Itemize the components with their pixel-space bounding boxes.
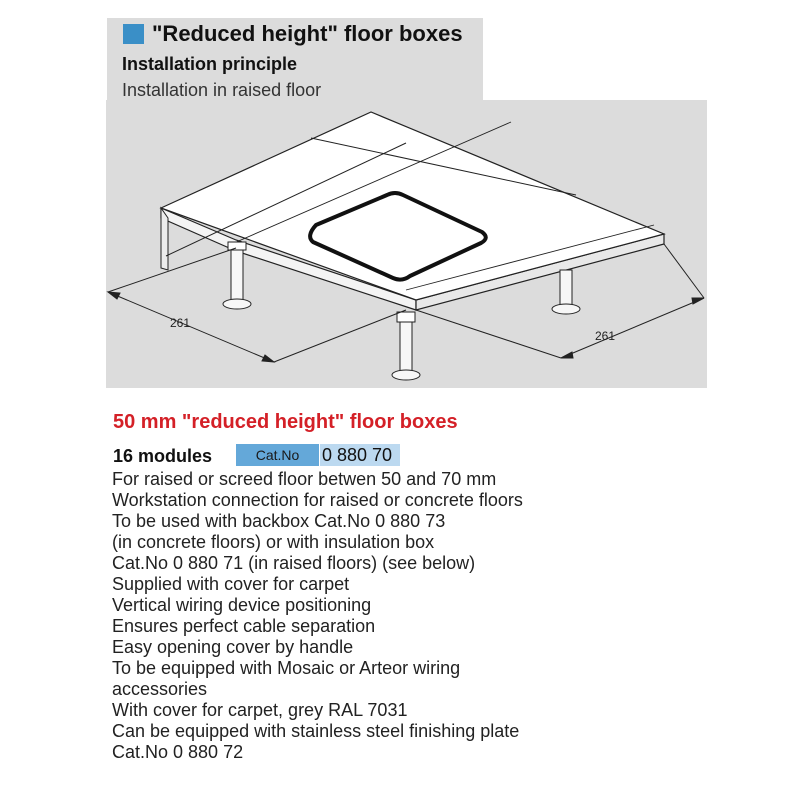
description-line: With cover for carpet, grey RAL 7031 (112, 700, 408, 720)
description-line: Supplied with cover for carpet (112, 574, 350, 594)
description-line: Cat.No 0 880 72 (112, 742, 244, 762)
description-line: Can be equipped with stainless steel finishing plate (112, 721, 520, 741)
description-line: Cat.No 0 880 71 (in raised floors) (see below) (112, 553, 476, 573)
description-line: To be equipped with Mosaic or Arteor wiring (112, 658, 461, 678)
dimension-left-label: 261 (170, 316, 191, 330)
description-line: Vertical wiring device positioning (112, 595, 372, 615)
section-title: "Reduced height" floor boxes (152, 21, 463, 46)
section-caption: Installation in raised floor (122, 80, 322, 100)
description-line: Easy opening cover by handle (112, 637, 354, 657)
blue-square-icon (123, 24, 144, 44)
pedestal-center (392, 312, 420, 380)
modules-label: 16 modules (113, 446, 213, 466)
description-line: Ensures perfect cable separation (112, 616, 376, 636)
description-line: To be used with backbox Cat.No 0 880 73 (112, 511, 446, 531)
dimension-right-label: 261 (595, 329, 616, 343)
installation-diagram (106, 100, 707, 388)
product-title: 50 mm "reduced height" floor boxes (113, 411, 458, 433)
floor-slab-left-side (161, 208, 168, 270)
raised-floor-illustration (106, 100, 707, 388)
description-line: accessories (112, 679, 208, 699)
pedestal-right (552, 270, 580, 314)
description-list (112, 469, 600, 763)
description-line: (in concrete floors) or with insulation box (112, 532, 435, 552)
description-line: For raised or screed floor betwen 50 and 70 mm (112, 469, 497, 489)
catno-label: Cat.No (236, 444, 319, 466)
section-subtitle: Installation principle (122, 54, 298, 74)
catno-value: 0 880 70 (320, 444, 400, 466)
description-line: Workstation connection for raised or concrete floors (112, 490, 523, 510)
